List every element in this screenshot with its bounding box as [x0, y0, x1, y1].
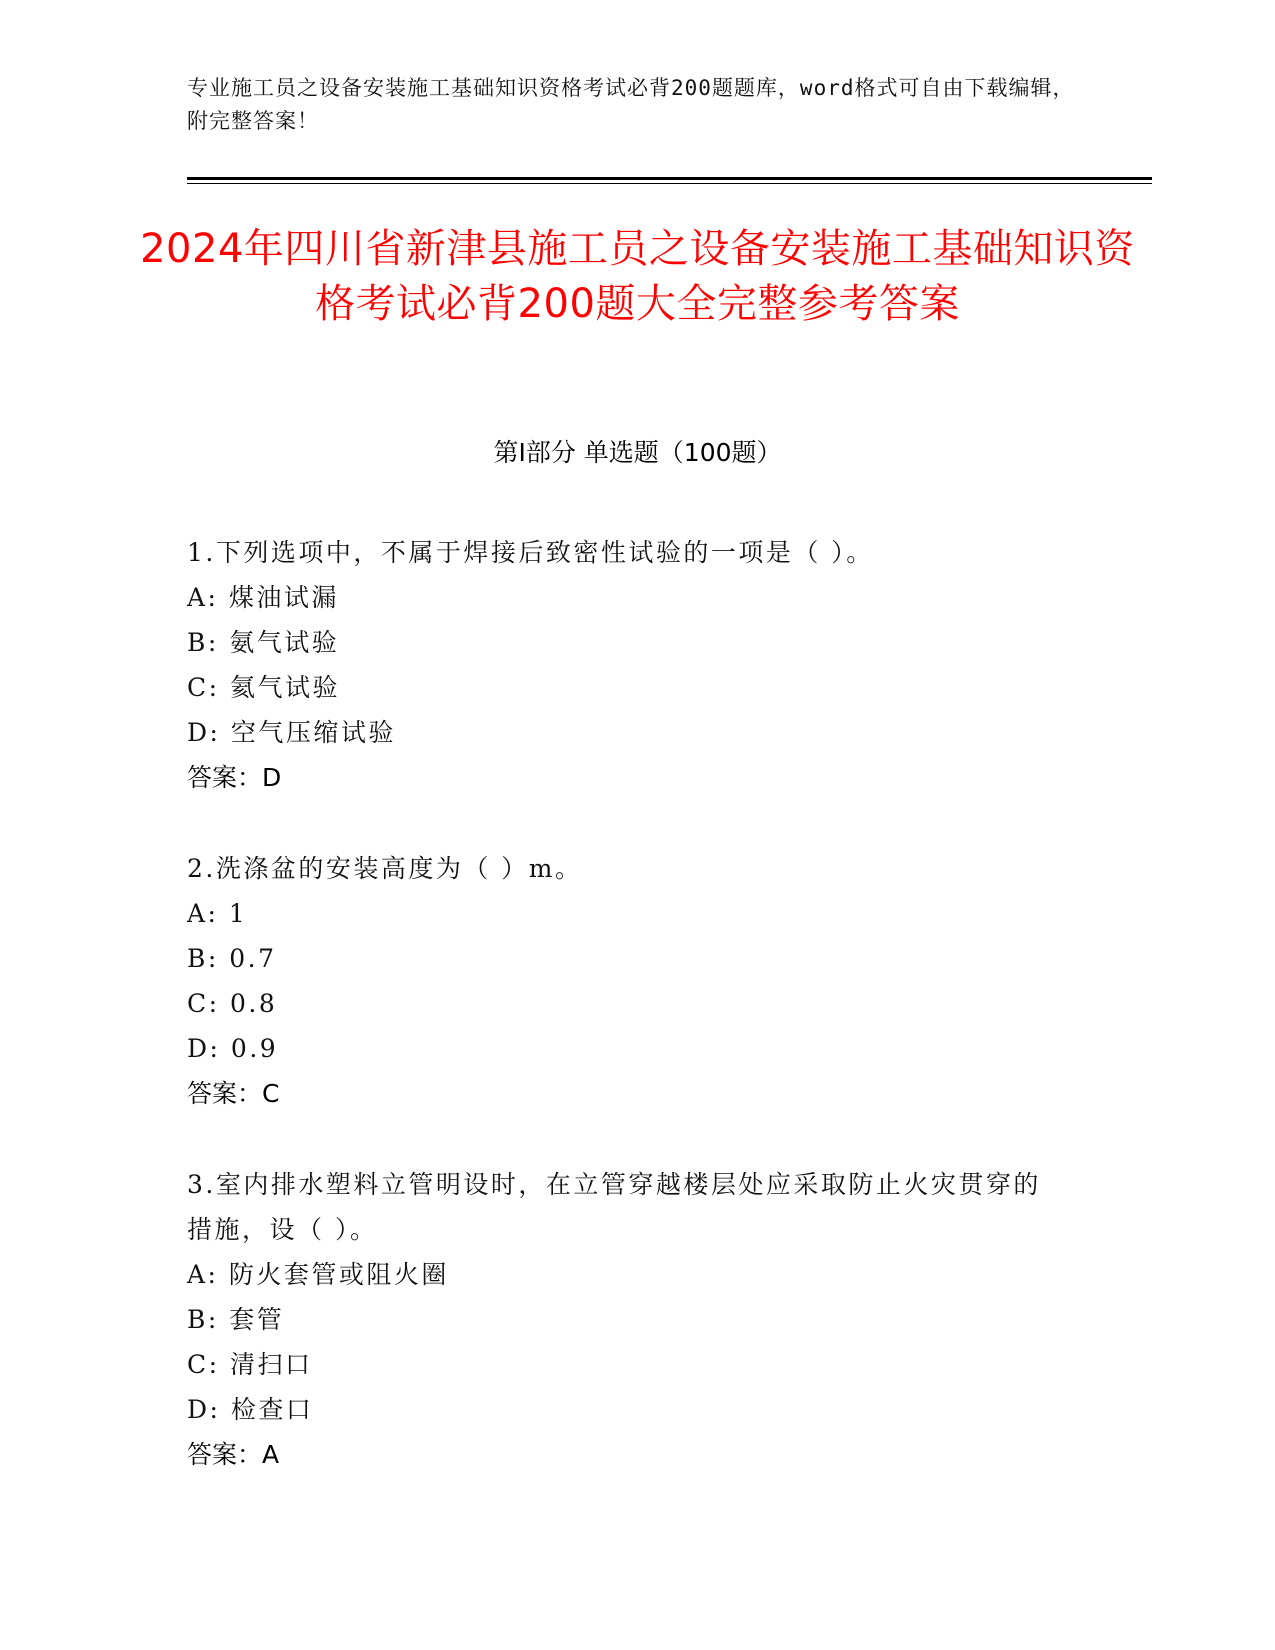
question-item — [187, 846, 1087, 1116]
option-a: A: 防火套管或阻火圈 — [187, 1260, 449, 1289]
option-a: A: 煤油试漏 — [187, 583, 339, 612]
question-stem: 2.洗涤盆的安装高度为（ ）m。 — [187, 854, 583, 883]
header-divider-thick — [187, 177, 1152, 180]
header-divider-thin — [187, 183, 1152, 184]
option-a: A: 1 — [187, 899, 248, 928]
option-b: B: 套管 — [187, 1305, 285, 1334]
option-c: C: 0.8 — [187, 989, 278, 1018]
option-c: C: 氦气试验 — [187, 673, 340, 702]
option-d: D: 空气压缩试验 — [187, 718, 396, 747]
question-list — [187, 530, 1087, 1523]
answer: 答案：A — [187, 1440, 280, 1469]
document-title: 2024年四川省新津县施工员之设备安装施工基础知识资格考试必背200题大全完整参考答案 — [140, 226, 1135, 327]
header-note: 专业施工员之设备安装施工基础知识资格考试必背200题题库，word格式可自由下载编辑，附完整答案！ — [187, 76, 1075, 133]
answer: 答案：D — [187, 763, 282, 792]
option-b: B: 0.7 — [187, 944, 277, 973]
option-b: B: 氨气试验 — [187, 628, 340, 657]
option-d: D: 检查口 — [187, 1395, 314, 1424]
section-heading: 第I部分 单选题（100题） — [493, 438, 782, 467]
answer: 答案：C — [187, 1079, 280, 1108]
option-c: C: 清扫口 — [187, 1350, 313, 1379]
question-item — [187, 1162, 1087, 1477]
question-stem: 3.室内排水塑料立管明设时，在立管穿越楼层处应采取防止火灾贯穿的措施，设（ ）。 — [187, 1170, 1041, 1244]
question-stem: 1.下列选项中，不属于焊接后致密性试验的一项是（ ）。 — [187, 538, 874, 567]
question-item — [187, 530, 1087, 800]
option-d: D: 0.9 — [187, 1034, 279, 1063]
